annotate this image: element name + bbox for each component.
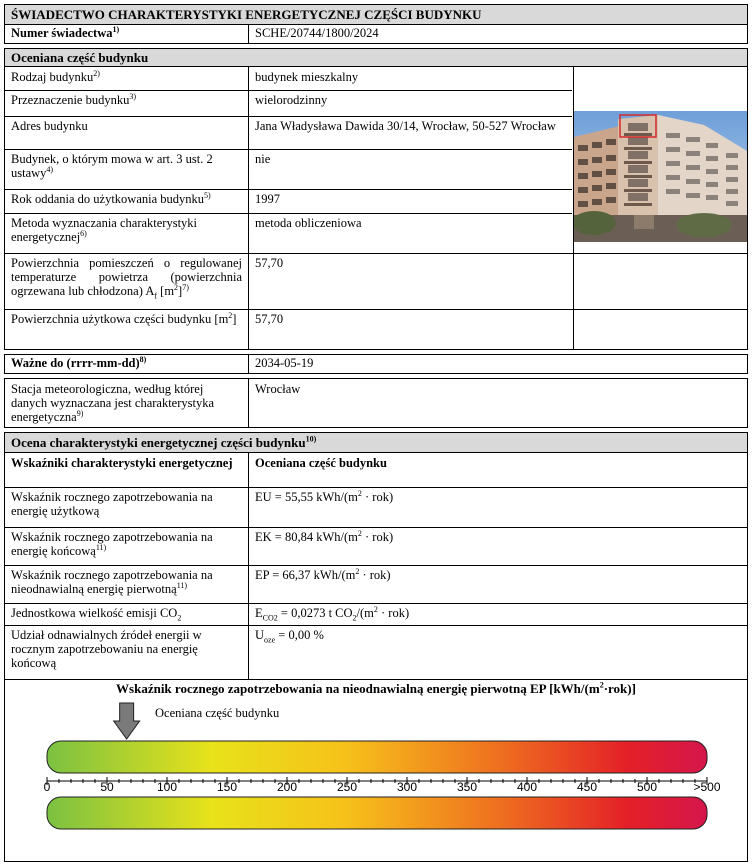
row-art3-label: Budynek, o którym mowa w art. 3 ust. 2 ustawy$^{4)}$ — [5, 149, 249, 189]
certificate-number-value: SCHE/20744/1800/2024 — [255, 26, 379, 40]
valid-box — [4, 354, 748, 374]
scale-tick-label: 150 — [216, 780, 238, 794]
ep-scale — [5, 699, 747, 859]
co2-value: $E_{CO2} = 0,0273$ t $CO_2/(m^2 \cdot rok)$ — [255, 604, 410, 623]
scale-tick-label: 300 — [396, 780, 418, 794]
ek-value: EK = 80,84 kWh/$(m^2 \cdot rok)$ — [255, 528, 394, 544]
scale-tick-label: 0 — [43, 780, 51, 794]
scale-tick-label: 50 — [100, 780, 114, 794]
indicators-col-header: Wskaźniki charakterystyki energetycznej — [5, 453, 249, 487]
assessed-col-header: Oceniana część budynku — [255, 456, 387, 470]
row-purpose-value: wielorodzinny — [255, 93, 328, 107]
certificate-number-label: Numer świadectwa$^{1)}$ — [5, 25, 249, 43]
title-box — [4, 4, 748, 44]
pointer-label: Oceniana część budynku — [155, 706, 280, 720]
row-usable-area-value: 57,70 — [255, 312, 284, 326]
row-method-value: metoda obliczeniowa — [255, 216, 362, 230]
scale-tick-label: 400 — [516, 780, 538, 794]
oze-label: Udział odnawialnych źródeł energii w rocznym zapotrzebowaniu na energię końcową — [5, 625, 249, 679]
eu-label: Wskaźnik rocznego zapotrzebowania na energię użytkową — [5, 487, 249, 527]
row-method-label: Metoda wyznaczania charakterystyki energetycznej$^{6)}$ — [5, 213, 249, 253]
station-value: Wrocław — [255, 382, 301, 396]
valid-value: 2034-05-19 — [255, 356, 314, 370]
scale-bar-top — [47, 741, 707, 773]
row-building-type-label: Rodzaj budynku$^{2)}$ — [5, 67, 249, 90]
ep-pointer-arrow — [114, 703, 140, 739]
scale-pointer — [114, 703, 140, 739]
valid-label: Ważne do (rrrr-mm-dd)$^{8)}$ — [5, 355, 249, 373]
scale-tick-label: 250 — [336, 780, 358, 794]
co2-label: Jednostkowa wielkość emisji $CO_2$ — [5, 603, 249, 625]
assessed-header: Oceniana część budynku — [5, 49, 747, 67]
scale-tick-label: 350 — [456, 780, 478, 794]
row-heated-area-label: Powierzchnia pomieszczeń o regulowanej temperaturze powietrza (powierzchnia ogrzewana lub chłodzona) $A_f$ $[m^2]^{7)}$ — [5, 253, 249, 309]
row-address-label: Adres budynku — [5, 116, 249, 149]
ep-label: Wskaźnik rocznego zapotrzebowania na nieodnawialną energię pierwotną$^{11)}$ — [5, 565, 249, 603]
evaluation-header: Ocena charakterystyki energetycznej części budynku$^{10)}$ — [5, 433, 747, 453]
scale-tick-label: 450 — [576, 780, 598, 794]
row-purpose-label: Przeznaczenie budynku$^{3)}$ — [5, 90, 249, 116]
building-photo-drawing — [574, 111, 747, 242]
scale-tick-label: 100 — [156, 780, 178, 794]
building-photo — [574, 111, 747, 242]
scale-tick-label: >500 — [693, 780, 721, 794]
scale-tick-label: 200 — [276, 780, 298, 794]
row-year-value: 1997 — [255, 192, 280, 206]
row-year-label: Rok oddania do użytkowania budynku$^{5)}$ — [5, 189, 249, 213]
station-box — [4, 378, 748, 428]
scale-bar-bottom — [47, 797, 707, 829]
ep-scale-title: Wskaźnik rocznego zapotrzebowania na nieodnawialną energię pierwotną EP $[kWh/(m^2\cdot rok)]$ — [116, 680, 636, 696]
scale-ticks — [44, 777, 721, 794]
eu-value: EU = 55,55 kWh/$(m^2 \cdot rok)$ — [255, 488, 394, 504]
ep-value: EP = 66,37 kWh/$(m^2 \cdot rok)$ — [255, 566, 391, 582]
assessed-box — [4, 48, 748, 350]
row-usable-area-label: Powierzchnia użytkowa części budynku $[m^2]$ — [5, 309, 249, 349]
ek-label: Wskaźnik rocznego zapotrzebowania na energię końcową$^{11)}$ — [5, 527, 249, 565]
row-art3-value: nie — [255, 152, 271, 166]
station-label: Stacja meteorologiczna, według której danych wyznaczana jest charakterystyka energetyczna$^{9)}$ — [5, 379, 249, 427]
row-address-value: Jana Władysława Dawida 30/14, Wrocław, 50-527 Wrocław — [255, 119, 556, 133]
evaluation-box — [4, 432, 748, 862]
row-heated-area-value: 57,70 — [255, 256, 284, 270]
oze-value: $U_{oze} = 0,00$ % — [255, 628, 324, 645]
scale-tick-label: 500 — [636, 780, 658, 794]
row-building-type-value: budynek mieszkalny — [255, 70, 359, 84]
certificate-title: ŚWIADECTWO CHARAKTERYSTYKI ENERGETYCZNEJ CZĘŚCI BUDYNKU — [5, 5, 747, 25]
